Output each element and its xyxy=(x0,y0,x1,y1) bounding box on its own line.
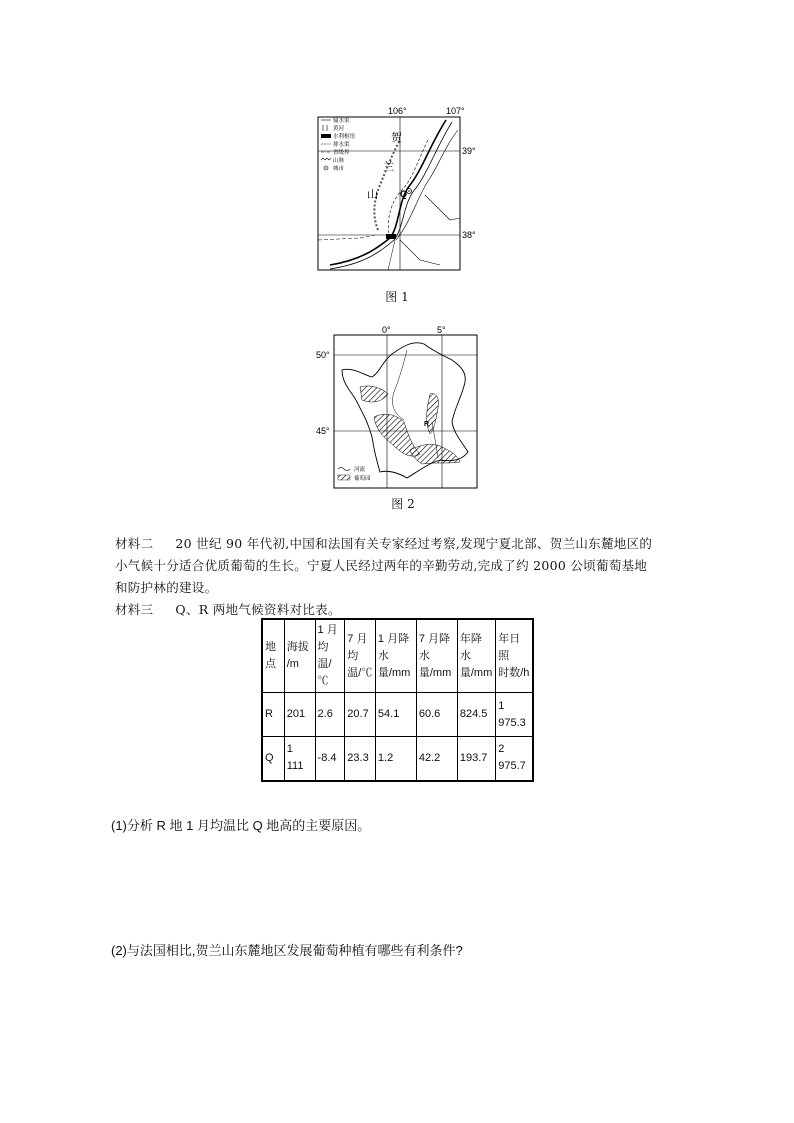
fig1-legend xyxy=(321,116,356,172)
fig1-lon-107: 107° xyxy=(446,106,465,116)
material-2-text-3: 和防护林的建设。 xyxy=(115,580,218,595)
fig1-label-q: Q xyxy=(400,189,408,199)
fig2-lon-0: 0° xyxy=(382,325,391,335)
fig1-label-shan: 山 xyxy=(367,189,378,201)
header-jul-precip: 7 月降 水 量/mm xyxy=(416,619,457,693)
cell-altitude: 1 111 xyxy=(284,737,315,781)
material-2-label: 材料二 xyxy=(115,536,154,551)
header-jan-precip: 1 月降 水 量/mm xyxy=(375,619,416,693)
fig1-legend-mountain: 山脉 xyxy=(333,158,345,164)
material-3-text: Q、R 两地气候资料对比表。 xyxy=(175,602,341,617)
question-2: (2)与法国相比,贺兰山东麓地区发展葡萄种植有哪些有利条件? xyxy=(111,943,463,958)
cell-sunshine: 2 975.7 xyxy=(496,737,533,781)
fig1-lon-106: 106° xyxy=(388,106,407,116)
vineyard-region xyxy=(360,386,388,402)
fig1-lat-39: 39° xyxy=(462,146,476,156)
cell-site: R xyxy=(262,693,284,737)
table-header-row xyxy=(262,619,533,693)
cell-sunshine: 1 975.3 xyxy=(496,693,533,737)
material-2-text-2: 小气候十分适合优质葡萄的生长。宁夏人民经过两年的辛勤劳动,完成了约 2000 公顷葡萄基地 xyxy=(115,558,648,573)
fig2-legend-river: 河流 xyxy=(354,467,366,473)
fig1-legend-border: 省级界 xyxy=(333,150,350,156)
fig1-lat-38: 38° xyxy=(462,230,476,240)
question-1: (1)分析 R 地 1 月均温比 Q 地高的主要原因。 xyxy=(111,818,371,833)
climate-table xyxy=(261,618,534,782)
cell-site: Q xyxy=(262,737,284,781)
water-hub-marker xyxy=(386,234,396,239)
cell-annual-precip: 193.7 xyxy=(457,737,495,781)
cell-altitude: 201 xyxy=(284,693,315,737)
fig2-lat-50: 50° xyxy=(316,350,330,360)
cell-jul-temp: 23.3 xyxy=(345,737,376,781)
fig2-lon-5: 5° xyxy=(437,325,446,335)
figure-1-caption: 图 1 xyxy=(385,290,409,304)
cell-jan-temp: 2.6 xyxy=(315,693,345,737)
fig1-legend-hub: 水利枢纽 xyxy=(333,134,356,140)
material-2 xyxy=(115,533,715,599)
fig1-label-he: 贺 xyxy=(391,132,402,144)
table-row xyxy=(262,737,533,781)
cell-annual-precip: 824.5 xyxy=(457,693,495,737)
header-jan-temp: 1 月 均 温/℃ xyxy=(315,619,345,693)
figure-2-caption: 图 2 xyxy=(391,497,415,511)
fig1-legend-river: 黄河 xyxy=(333,126,345,132)
cell-jul-precip: 42.2 xyxy=(416,737,457,781)
vineyard-region xyxy=(410,444,460,464)
cell-jul-temp: 20.7 xyxy=(345,693,376,737)
header-annual-precip: 年降 水 量/mm xyxy=(457,619,495,693)
figure-2-map xyxy=(312,322,492,492)
fig2-lat-45: 45° xyxy=(316,426,330,436)
header-site: 地 点 xyxy=(262,619,284,693)
cell-jan-temp: -8.4 xyxy=(315,737,345,781)
figure-1 xyxy=(300,100,490,275)
cell-jan-precip: 54.1 xyxy=(375,693,416,737)
header-jul-temp: 7 月 均 温/℃ xyxy=(345,619,376,693)
fig1-legend-city: 城市 xyxy=(333,166,345,172)
table-row xyxy=(262,693,533,737)
header-sunshine: 年日 照 时数/h xyxy=(496,619,533,693)
material-2-line-1 xyxy=(115,533,715,555)
fig2-legend xyxy=(338,465,371,482)
fig1-label-lan: 兰 xyxy=(383,161,394,173)
cell-jan-precip: 1.2 xyxy=(375,737,416,781)
fig1-legend-canal: 输水渠 xyxy=(333,118,350,124)
fig2-label-r: R xyxy=(424,421,430,428)
header-altitude: 海拔 /m xyxy=(284,619,315,693)
cell-jul-precip: 60.6 xyxy=(416,693,457,737)
fig1-legend-drain: 排水渠 xyxy=(333,142,350,148)
fig2-legend-vineyard: 葡萄园 xyxy=(354,476,371,482)
figure-1-map xyxy=(300,100,490,275)
figure-2 xyxy=(312,322,492,492)
material-3-label: 材料三 xyxy=(115,602,154,617)
material-2-text-1: 20 世纪 90 年代初,中国和法国有关专家经过考察,发现宁夏北部、贺兰山东麓地区的 xyxy=(175,536,653,551)
